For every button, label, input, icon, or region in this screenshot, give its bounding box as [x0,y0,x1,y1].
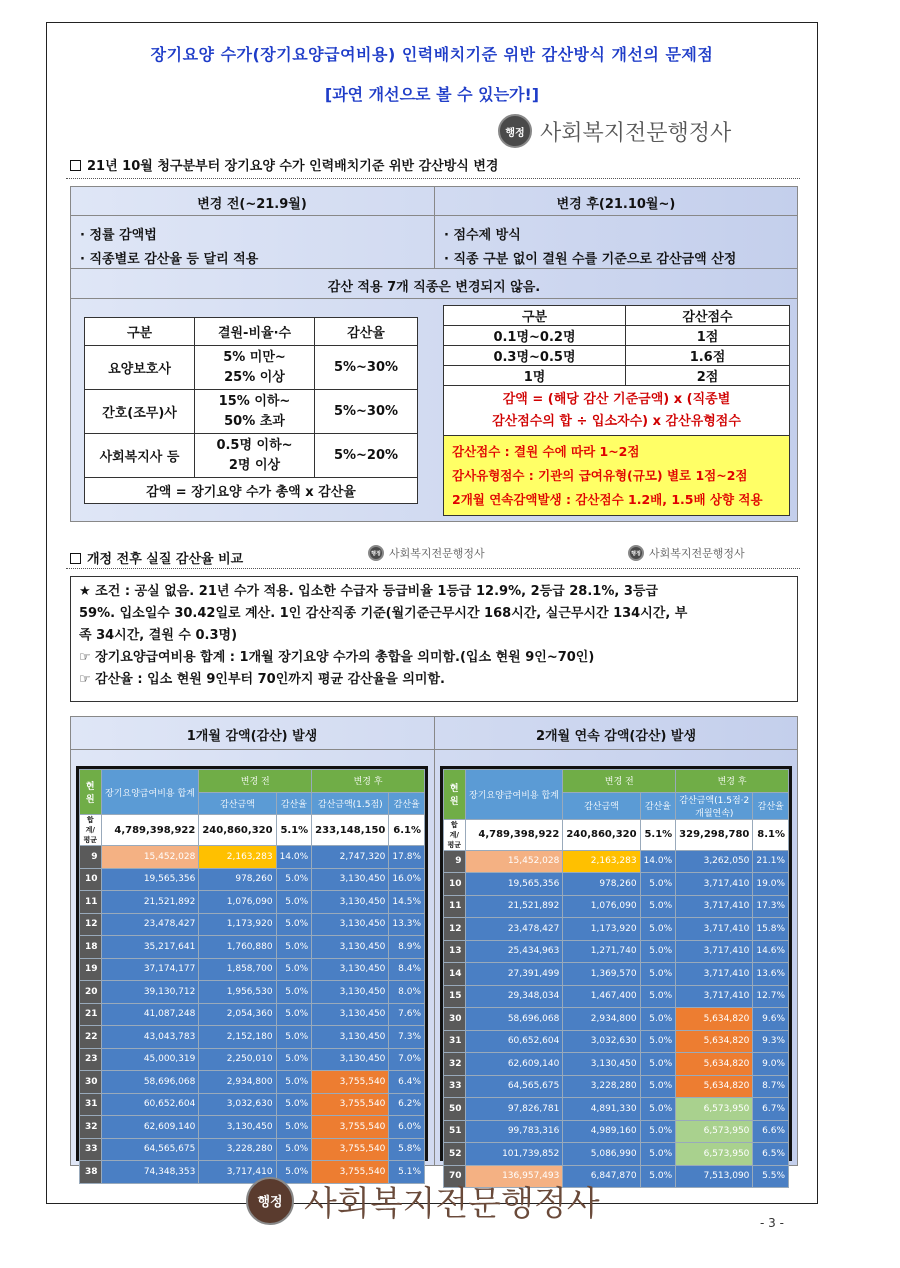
table-cell: 5,634,820 [676,1008,753,1031]
table-cell: 5.0% [640,940,676,963]
table-cell: 3,755,540 [312,1093,389,1116]
table-row [444,1075,789,1098]
table-cell: 99,783,316 [465,1120,563,1143]
table-cell: 5.8% [389,1138,425,1161]
col-header: 감산금액 [199,792,276,815]
table-cell: 50 [444,1098,466,1121]
table-cell: 2,934,800 [563,1008,640,1031]
table-row: 사회복지사 등 0.5명 이하~ 2명 이상 5%~20% [85,434,418,478]
table-row [80,1116,425,1139]
table-cell: 1,467,400 [563,985,640,1008]
table-cell: 37,174,177 [101,958,199,981]
table-cell: 9.3% [753,1030,789,1053]
table-cell: 8.9% [389,936,425,959]
sum-cell: 4,789,398,922 [465,819,563,850]
table-cell: 3,717,410 [676,895,753,918]
table-cell: 31 [444,1030,466,1053]
table-cell: 5.0% [276,1116,312,1139]
table-cell: 3,755,540 [312,1138,389,1161]
table-row [80,891,425,914]
table-cell: 6.4% [389,1071,425,1094]
table-cell: 3,130,450 [312,981,389,1004]
table-cell: 5.0% [276,981,312,1004]
table-cell: 3,717,410 [676,985,753,1008]
old-formula: 감액 = 장기요양 수가 총액 x 감산율 [85,478,418,504]
table-cell: 5.0% [640,1008,676,1031]
table-cell: 15,452,028 [101,846,199,869]
table-cell: 5,634,820 [676,1030,753,1053]
table-cell: 5.0% [276,936,312,959]
brand-watermark: 행정 사회복지전문행정사 [368,545,485,561]
sum-cell: 233,148,150 [312,815,389,846]
table-cell: 3,755,540 [312,1161,389,1184]
table-row [444,1143,789,1166]
table-cell: 21.1% [753,850,789,873]
table-cell: 136,957,493 [465,1165,563,1188]
table-cell: 1,760,880 [199,936,276,959]
table-cell: 8.7% [753,1075,789,1098]
left-data-table [76,766,428,1177]
table-cell: 3,228,280 [563,1075,640,1098]
table-cell: 70 [444,1165,466,1188]
table-cell: 32 [80,1116,102,1139]
table-cell: 19.0% [753,873,789,896]
table-cell: 3,032,630 [199,1093,276,1116]
table-cell: 3,130,450 [312,958,389,981]
col-header: 감산율 [315,318,418,346]
table-cell: 17.3% [753,895,789,918]
footer-brand: 행정 사회복지전문행정사 [246,1176,600,1225]
sum-cell: 5.1% [276,815,312,846]
table-row [444,1008,789,1031]
after-title: 변경 후(21.10월~) [556,197,676,212]
table-cell: 19,565,356 [101,868,199,891]
table-cell: 1,369,570 [563,963,640,986]
new-method-table [443,305,790,516]
table-row [80,936,425,959]
table-cell: 5.0% [640,1098,676,1121]
table-cell: 1,271,740 [563,940,640,963]
col-header: 장기요양급여비용 합계 [101,770,199,815]
table-cell: 6.6% [753,1120,789,1143]
table-row [444,918,789,941]
table-cell: 6,573,950 [676,1120,753,1143]
sum-cell: 240,860,320 [199,815,276,846]
table-row [444,1030,789,1053]
table-row: 1명 2점 [444,366,790,386]
table-cell: 1,858,700 [199,958,276,981]
table-cell: 23,478,427 [465,918,563,941]
table-cell: 5.0% [276,1138,312,1161]
table-cell: 3,717,410 [676,918,753,941]
table-cell: 17.8% [389,846,425,869]
col-header: 구분 [444,306,626,326]
table-row [80,1093,425,1116]
table-cell: 3,717,410 [199,1161,276,1184]
table-cell: 4,989,160 [563,1120,640,1143]
table-cell: 5.0% [276,1071,312,1094]
table-cell: 3,755,540 [312,1071,389,1094]
table-cell: 5.0% [640,918,676,941]
table-cell: 978,260 [563,873,640,896]
table-cell: 3,228,280 [199,1138,276,1161]
table-cell: 14 [444,963,466,986]
table-row: 요양보호사 5% 미만~ 25% 이상 5%~30% [85,346,418,390]
before-item: · 직종별로 감산율 등 달리 적용 [80,252,259,267]
conditions-box: ★ 조건 : 공실 없음. 21년 수가 적용. 입소한 수급자 등급비율 1등급 12.9%, 2등급 28.1%, 3등급 59%. 입소일수 30.42일로 계산. 1인 감산직종 기준(월기준근무시간 168시간, 실근무시간 134시간, 부 족 34시간, 결원 수 0.3명) ☞ 장기요양급여비용 합계 : 1개월 장기요양 수가의 총합을 의미함.(입소 현원 9인~70인) ☞ 감산율 : 입소 현원 9인부터 70인까지 평균 감산율을 의미함. [70,576,798,702]
new-method-notes: 감산점수 : 결원 수에 따라 1~2점 감사유형점수 : 기관의 급여유형(규모) 별로 1점~2점 2개월 연속감액발생 : 감산점수 1.2배, 1.5배 상향 적용 [444,436,790,516]
page-number: - 3 - [760,1216,784,1230]
table-cell: 15.8% [753,918,789,941]
table-cell: 3,130,450 [199,1116,276,1139]
table-cell: 101,739,852 [465,1143,563,1166]
table-cell: 5,634,820 [676,1053,753,1076]
table-cell: 39,130,712 [101,981,199,1004]
table-cell: 13 [444,940,466,963]
table-cell: 2,163,283 [199,846,276,869]
table-cell: 5.0% [640,895,676,918]
table-cell: 5,634,820 [676,1075,753,1098]
table-row [444,1098,789,1121]
checkbox-icon [70,160,81,171]
table-row: 간호(조무)사 15% 이하~ 50% 초과 5%~30% [85,390,418,434]
table-cell: 9 [444,850,466,873]
table-cell: 5.0% [276,1161,312,1184]
sum-cell: 8.1% [753,819,789,850]
section1-heading: 21년 10월 청구분부터 장기요양 수가 인력배치기준 위반 감산방식 변경 [70,155,498,174]
table-cell: 12 [444,918,466,941]
table-cell: 11 [444,895,466,918]
col-header: 감산금액(1.5점·2개월연속) [676,792,753,819]
page-subtitle: [과연 개선으로 볼 수 있는가!] [324,85,540,104]
table-cell: 2,054,360 [199,1003,276,1026]
seal-icon: 행정 [368,545,384,561]
table-cell: 6.5% [753,1143,789,1166]
table-cell: 3,130,450 [312,1048,389,1071]
col-header: 변경 전 [563,770,676,793]
table-cell: 5.0% [640,985,676,1008]
col-header: 감산율 [753,792,789,819]
table-cell: 5.0% [276,1048,312,1071]
table-row [444,940,789,963]
table-cell: 30 [80,1071,102,1094]
table-row [80,1003,425,1026]
table-cell: 5.0% [640,1030,676,1053]
table-cell: 62,609,140 [101,1116,199,1139]
sum-cell: 5.1% [640,819,676,850]
table-cell: 3,130,450 [312,868,389,891]
left-panel-title: 1개월 감액(감산) 발생 [186,729,318,744]
col-header: 감산금액 [563,792,640,819]
table-cell: 15,452,028 [465,850,563,873]
table-cell: 97,826,781 [465,1098,563,1121]
col-header: 감산율 [640,792,676,819]
col-header: 장기요양급여비용 합계 [465,770,563,820]
table-cell: 22 [80,1026,102,1049]
after-item: · 직종 구분 없이 결원 수를 기준으로 감산금액 산정 [444,252,737,267]
table-cell: 7.6% [389,1003,425,1026]
table-cell: 13.3% [389,913,425,936]
table-cell: 30 [444,1008,466,1031]
col-header: 변경 후 [676,770,789,793]
sum-label: 합계/평균 [80,815,102,846]
table-row [444,985,789,1008]
table-cell: 2,934,800 [199,1071,276,1094]
table-cell: 5,086,990 [563,1143,640,1166]
seal-icon: 행정 [498,114,532,148]
table-row [444,963,789,986]
col-header: 결원-비율·수 [195,318,315,346]
table-cell: 7.3% [389,1026,425,1049]
new-formula: 감액 = (해당 감산 기준금액) x (직종별 감산점수의 합 ÷ 입소자수) x 감산유형점수 [444,386,790,436]
table-cell: 6,847,870 [563,1165,640,1188]
table-cell: 5.0% [640,1143,676,1166]
table-cell: 3,717,410 [676,963,753,986]
table-cell: 1,956,530 [199,981,276,1004]
table-cell: 3,130,450 [312,936,389,959]
table-cell: 60,652,604 [101,1093,199,1116]
brand-logo-top [498,114,731,148]
table-cell: 2,747,320 [312,846,389,869]
table-cell: 1,173,920 [563,918,640,941]
table-cell: 3,130,450 [563,1053,640,1076]
right-data-table [440,766,792,1182]
section2-heading: 개정 전후 실질 감산율 비교 [70,548,243,567]
table-cell: 1,076,090 [199,891,276,914]
table-cell: 3,032,630 [563,1030,640,1053]
table-row [444,850,789,873]
table-row [444,1120,789,1143]
before-title: 변경 전(~21.9월) [197,197,307,212]
table-cell: 5.0% [640,1075,676,1098]
before-item: · 정률 감액법 [80,228,157,243]
col-header: 현원 [80,770,102,815]
table-row [80,1048,425,1071]
col-header: 변경 전 [199,770,312,793]
table-cell: 7,513,090 [676,1165,753,1188]
table-cell: 62,609,140 [465,1053,563,1076]
table-cell: 5.0% [276,1093,312,1116]
table-cell: 43,043,783 [101,1026,199,1049]
table-cell: 5.0% [276,958,312,981]
table-cell: 2,163,283 [563,850,640,873]
table-cell: 13.6% [753,963,789,986]
table-row [80,913,425,936]
page-title: 장기요양 수가(장기요양급여비용) 인력배치기준 위반 감산방식 개선의 문제점 [150,45,714,64]
table-row [80,958,425,981]
table-cell: 21,521,892 [465,895,563,918]
table-cell: 52 [444,1143,466,1166]
table-cell: 14.0% [640,850,676,873]
table-cell: 3,130,450 [312,891,389,914]
table-cell: 19 [80,958,102,981]
table-cell: 3,717,410 [676,873,753,896]
checkbox-icon [70,553,81,564]
table-cell: 14.0% [276,846,312,869]
table-cell: 8.0% [389,981,425,1004]
table-cell: 3,130,450 [312,1026,389,1049]
table-cell: 8.4% [389,958,425,981]
table-cell: 6.0% [389,1116,425,1139]
table-cell: 12.7% [753,985,789,1008]
table-cell: 1,076,090 [563,895,640,918]
divider [66,568,800,569]
table-cell: 14.6% [753,940,789,963]
table-cell: 21 [80,1003,102,1026]
table-cell: 33 [444,1075,466,1098]
table-row [80,1071,425,1094]
col-header: 감산점수 [626,306,790,326]
table-cell: 5.5% [753,1165,789,1188]
sum-label: 합계/평균 [444,819,466,850]
table-cell: 7.0% [389,1048,425,1071]
table-cell: 1,173,920 [199,913,276,936]
table-cell: 978,260 [199,868,276,891]
table-cell: 25,434,963 [465,940,563,963]
table-cell: 58,696,068 [101,1071,199,1094]
table-row: 0.3명~0.5명 1.6점 [444,346,790,366]
table-cell: 3,717,410 [676,940,753,963]
table-cell: 41,087,248 [101,1003,199,1026]
table-cell: 38 [80,1161,102,1184]
table-row [80,1138,425,1161]
table-cell: 60,652,604 [465,1030,563,1053]
table-cell: 6,573,950 [676,1098,753,1121]
table-row [80,846,425,869]
table-cell: 5.0% [276,868,312,891]
table-cell: 3,262,050 [676,850,753,873]
table-cell: 5.0% [276,891,312,914]
table-cell: 74,348,353 [101,1161,199,1184]
table-cell: 4,891,330 [563,1098,640,1121]
after-item: · 점수제 방식 [444,228,521,243]
table-cell: 5.0% [640,873,676,896]
col-header: 구분 [85,318,195,346]
table-cell: 19,565,356 [465,873,563,896]
table-row [444,873,789,896]
table-row [80,868,425,891]
table-cell: 12 [80,913,102,936]
table-cell: 3,130,450 [312,1003,389,1026]
table-cell: 10 [444,873,466,896]
table-cell: 9.0% [753,1053,789,1076]
table-row [444,895,789,918]
table-cell: 58,696,068 [465,1008,563,1031]
sum-cell: 4,789,398,922 [101,815,199,846]
table-cell: 23,478,427 [101,913,199,936]
table-cell: 3,755,540 [312,1116,389,1139]
table-cell: 20 [80,981,102,1004]
table-cell: 5.0% [640,1120,676,1143]
col-header: 변경 후 [312,770,425,793]
table-row [80,981,425,1004]
table-cell: 33 [80,1138,102,1161]
table-cell: 32 [444,1053,466,1076]
brand-watermark: 행정 사회복지전문행정사 [628,545,745,561]
table-cell: 14.5% [389,891,425,914]
table-cell: 2,250,010 [199,1048,276,1071]
old-method-table [84,317,418,504]
table-cell: 6.7% [753,1098,789,1121]
table-cell: 5.0% [640,1053,676,1076]
table-cell: 5.0% [640,1165,676,1188]
table-row: 0.1명~0.2명 1점 [444,326,790,346]
table-cell: 35,217,641 [101,936,199,959]
table-row [80,1026,425,1049]
table-cell: 51 [444,1120,466,1143]
table-cell: 11 [80,891,102,914]
table-cell: 15 [444,985,466,1008]
table-cell: 64,565,675 [101,1138,199,1161]
seal-icon: 행정 [246,1177,294,1225]
table-cell: 9 [80,846,102,869]
table-cell: 16.0% [389,868,425,891]
table-cell: 5.1% [389,1161,425,1184]
table-cell: 6.2% [389,1093,425,1116]
table-cell: 5.0% [640,963,676,986]
table-cell: 29,348,034 [465,985,563,1008]
divider [66,178,800,179]
sum-cell: 240,860,320 [563,819,640,850]
table-cell: 6,573,950 [676,1143,753,1166]
table-cell: 45,000,319 [101,1048,199,1071]
table-cell: 2,152,180 [199,1026,276,1049]
seal-icon: 행정 [628,545,644,561]
table-cell: 64,565,675 [465,1075,563,1098]
brand-name: 사회복지전문행정사 [540,120,732,146]
col-header: 현원 [444,770,466,820]
col-header: 감산율 [389,792,425,815]
table-cell: 5.0% [276,1003,312,1026]
table-row [444,1053,789,1076]
table-cell: 9.6% [753,1008,789,1031]
table-cell: 5.0% [276,1026,312,1049]
note-unchanged: 감산 적용 7개 직종은 변경되지 않음. [327,280,541,295]
table-cell: 23 [80,1048,102,1071]
table-cell: 31 [80,1093,102,1116]
col-header: 감산율 [276,792,312,815]
col-header: 감산금액(1.5점) [312,792,389,815]
table-cell: 5.0% [276,913,312,936]
sum-cell: 329,298,780 [676,819,753,850]
table-cell: 27,391,499 [465,963,563,986]
right-panel-title: 2개월 연속 감액(감산) 발생 [535,729,697,744]
table-cell: 21,521,892 [101,891,199,914]
table-cell: 18 [80,936,102,959]
sum-cell: 6.1% [389,815,425,846]
table-cell: 3,130,450 [312,913,389,936]
table-cell: 10 [80,868,102,891]
